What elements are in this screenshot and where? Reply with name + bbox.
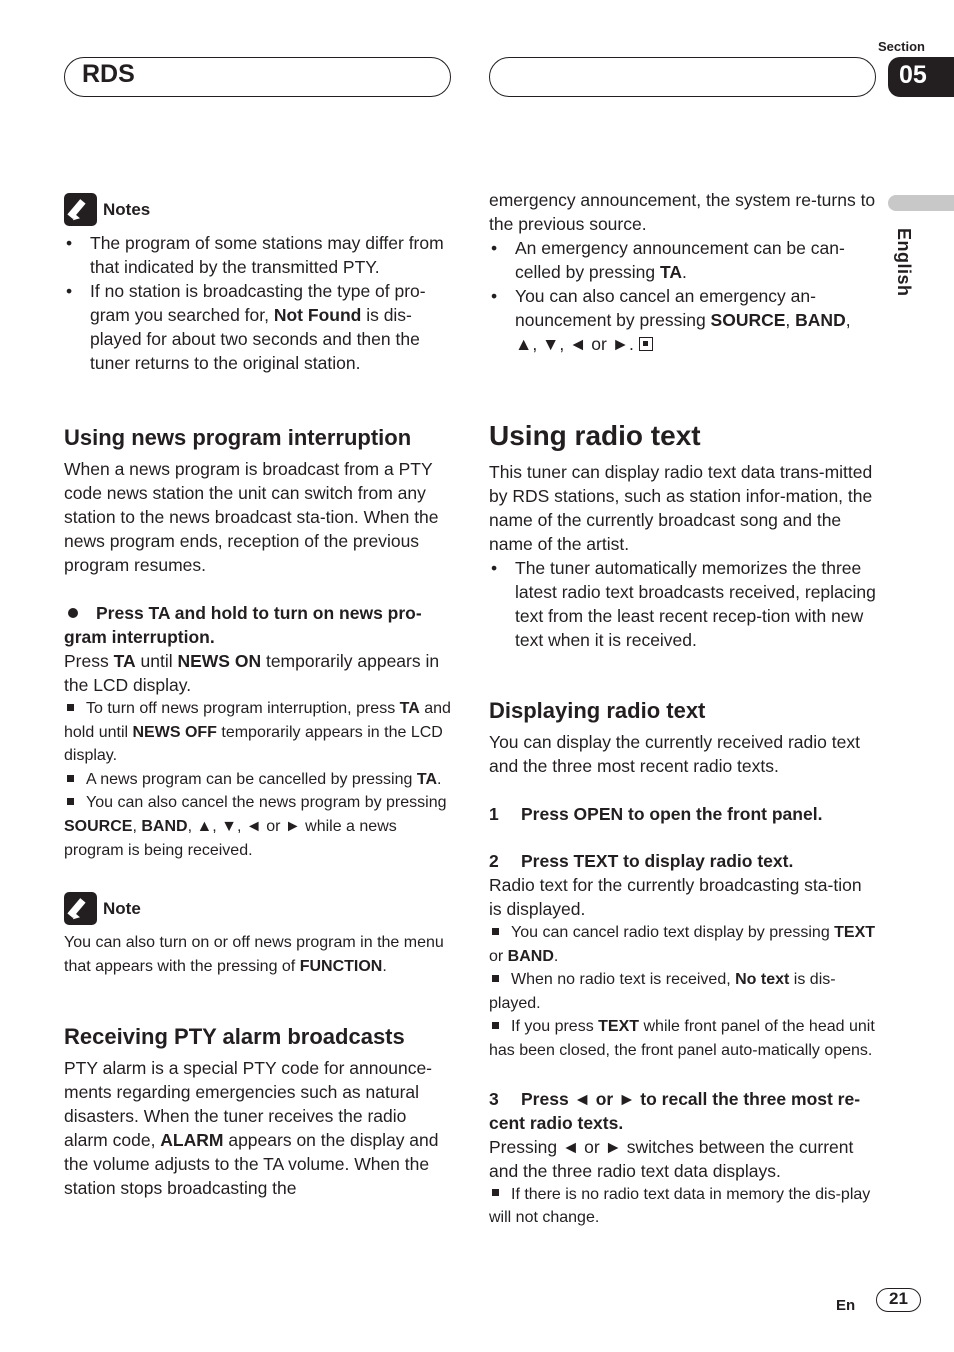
left-column bbox=[64, 193, 452, 1200]
section-number-badge bbox=[888, 57, 954, 97]
news-paragraph: When a news program is broadcast from a PTY code news station the unit can switch from any station to the news broadcast sta-tion. When the news program ends, reception of the previous program resumes. bbox=[64, 459, 439, 575]
pencil-icon bbox=[64, 892, 97, 925]
right-column bbox=[489, 188, 877, 1230]
note-text: You can also turn on or off news program in the menu that appears with the pressing of FUNCTION. bbox=[64, 934, 444, 975]
note-header bbox=[64, 892, 452, 925]
news-subnote: You can also cancel the news program by pressing SOURCE, BAND, ▲, ▼, ◄ or ► while a news program is being received. bbox=[64, 794, 447, 859]
step-2-subnote: You can cancel radio text display by pressing TEXT or BAND. bbox=[489, 924, 876, 965]
radio-text-paragraph: This tuner can display radio text data trans-mitted by RDS stations, such as station infor-mation, the name of the currently broadcast song and the name of the artist. bbox=[489, 462, 873, 554]
step-3-subnote: If there is no radio text data in memory the dis-play will not change. bbox=[489, 1185, 871, 1227]
pty-paragraph: PTY alarm is a special PTY code for announce-ments regarding emergencies such as natural disasters. When the tuner receives the radio alarm code, ALARM appears on the display and the volume adjusts to the TA volume. When the station stops broadcasting the bbox=[64, 1058, 439, 1199]
side-tab-marker bbox=[888, 195, 954, 211]
news-subnote: A news program can be cancelled by pressing TA. bbox=[64, 768, 452, 792]
step-1: 1 Press OPEN to open the front panel. bbox=[489, 804, 823, 824]
news-step-text: Press TA until NEWS ON temporarily appears in the LCD display. bbox=[64, 651, 440, 695]
side-language-label: English bbox=[894, 228, 914, 297]
notes-title: Notes bbox=[103, 199, 151, 219]
notes-item: • The program of some stations may differ from that indicated by the transmitted PTY. bbox=[64, 231, 452, 279]
footer-language: En bbox=[836, 1297, 856, 1314]
pty-heading: Receiving PTY alarm broadcasts bbox=[64, 1024, 405, 1050]
section-label: Section bbox=[878, 39, 925, 54]
page-number: 21 bbox=[876, 1288, 921, 1312]
step-2-subnote: When no radio text is received, No text is dis-played. bbox=[489, 971, 836, 1012]
note-title: Note bbox=[103, 898, 141, 918]
displaying-heading: Displaying radio text bbox=[489, 698, 706, 723]
bullet-dot-icon bbox=[68, 608, 78, 618]
section-number: 05 bbox=[899, 61, 927, 89]
header-right-frame bbox=[489, 57, 876, 97]
chapter-title: RDS bbox=[82, 60, 135, 88]
step-3: 3 Press ◄ or ► to recall the three most re-cent radio texts. bbox=[489, 1088, 861, 1133]
news-subnote: To turn off news program interruption, press TA and hold until NEWS OFF temporarily appears in the LCD display. bbox=[64, 700, 451, 765]
notes-item: • If no station is broadcasting the type of pro-gram you searched for, Not Found is dis-played for about two seconds and then the tuner returns to the original station. bbox=[64, 279, 452, 375]
step-2: 2 Press TEXT to display radio text. bbox=[489, 851, 794, 871]
pencil-icon bbox=[64, 193, 97, 226]
step-2-text: Radio text for the currently broadcasting sta-tion is displayed. bbox=[489, 875, 862, 919]
news-step: Press TA and hold to turn on news pro-gram interruption. bbox=[64, 603, 422, 647]
displaying-paragraph: You can display the currently received radio text and the three most recent radio texts. bbox=[489, 732, 860, 776]
radio-text-heading: Using radio text bbox=[489, 420, 701, 451]
continued-paragraph: emergency announcement, the system re-turns to the previous source. bbox=[489, 190, 876, 234]
continued-bullet: • An emergency announcement can be can-celled by pressing TA. bbox=[489, 236, 877, 284]
step-2-subnote: If you press TEXT while front panel of the head unit has been closed, the front panel auto-matically opens. bbox=[489, 1018, 875, 1059]
radio-text-bullet: • The tuner automatically memorizes the three latest radio text broadcasts received, replacing text from the least recent recep-tion with new text when it is received. bbox=[489, 556, 877, 652]
end-mark-icon bbox=[639, 337, 653, 351]
continued-bullet: • You can also cancel an emergency an-nouncement by pressing SOURCE, BAND, ▲, ▼, ◄ or ►. bbox=[489, 284, 877, 356]
notes-header bbox=[64, 193, 452, 226]
news-heading: Using news program interruption bbox=[64, 425, 412, 450]
step-3-text: Pressing ◄ or ► switches between the current and the three radio text data displays. bbox=[489, 1136, 854, 1181]
